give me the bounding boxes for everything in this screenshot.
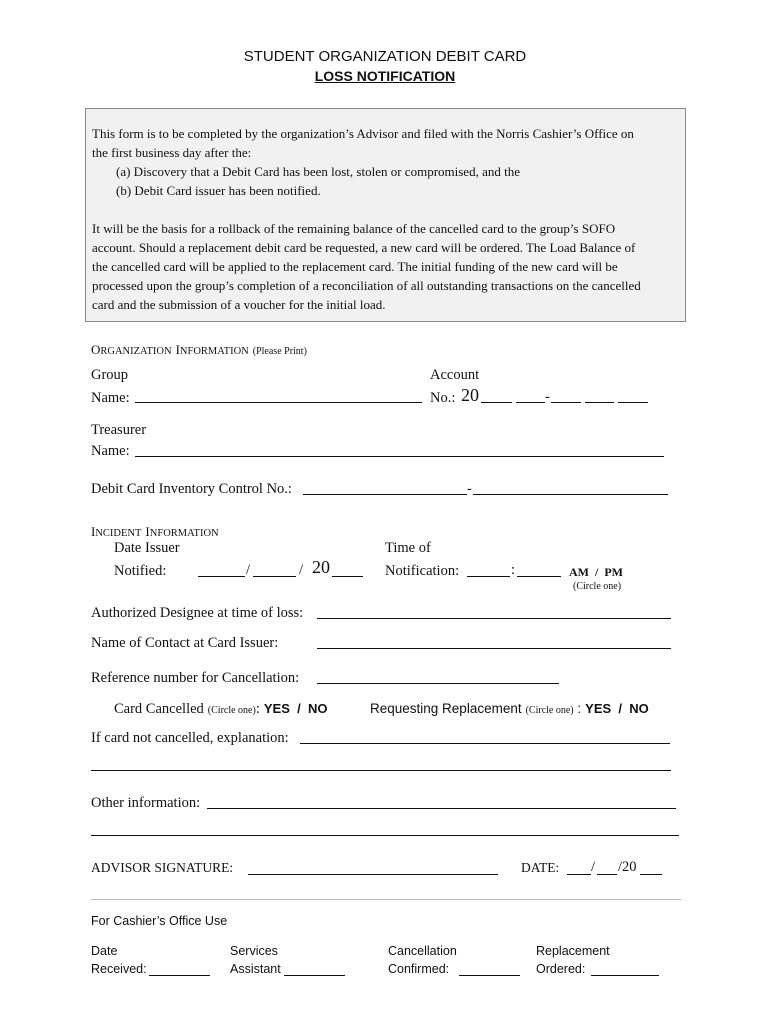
requesting-replacement-row: Requesting Replacement (Circle one) : YES / NO — [370, 701, 649, 716]
account-field-2[interactable] — [516, 402, 545, 403]
replacement-ordered-field[interactable] — [591, 975, 659, 976]
date-year-field[interactable] — [332, 576, 363, 577]
instructions-item-b: (b) Debit Card issuer has been notified. — [116, 183, 321, 198]
services-assistant-field[interactable] — [284, 975, 345, 976]
card-cancelled-row: Card Cancelled (Circle one): YES / NO — [114, 701, 328, 717]
instructions-line: the cancelled card will be applied to the replacement card. The initial funding of the new card will be — [92, 259, 618, 274]
contact-field[interactable] — [317, 648, 671, 649]
reference-label: Reference number for Cancellation: — [91, 670, 300, 686]
time-hour-field[interactable] — [467, 576, 510, 577]
account-prefix: 20 — [461, 385, 479, 405]
date-issuer-label-top: Date Issuer — [114, 540, 180, 556]
account-label: No.: — [430, 390, 456, 406]
am-pm-options[interactable]: AM / PM — [569, 565, 623, 579]
explanation-field[interactable] — [300, 743, 670, 744]
instructions-line: It will be the basis for a rollback of the remaining balance of the cancelled card to the group’s SOFO — [92, 221, 616, 236]
org-info-heading: ORGANIZATION INFORMATION (Please Print) — [91, 342, 307, 357]
services-label-top: Services — [230, 944, 278, 958]
inventory-field-1[interactable] — [303, 494, 467, 495]
signature-date-day[interactable] — [597, 874, 617, 875]
date-day-field[interactable] — [253, 576, 296, 577]
incident-info-heading: INCIDENT INFORMATION — [91, 524, 219, 539]
time-label-top: Time of — [385, 540, 431, 556]
date-received-label: Received: — [91, 962, 147, 976]
account-field-4[interactable] — [585, 402, 614, 403]
cancellation-confirmed-field[interactable] — [459, 975, 520, 976]
treasurer-label: Name: — [91, 443, 130, 459]
reference-field[interactable] — [317, 683, 559, 684]
designee-field[interactable] — [317, 618, 671, 619]
explanation-label: If card not cancelled, explanation: — [91, 730, 289, 746]
signature-date-label: DATE: — [521, 860, 560, 875]
signature-date-year-prefix: /20 — [618, 859, 637, 875]
date-sep: / — [299, 562, 304, 578]
explanation-field-line2[interactable] — [91, 770, 671, 771]
date-month-field[interactable] — [198, 576, 245, 577]
inventory-label: Debit Card Inventory Control No.: — [91, 481, 292, 497]
signature-date-sep: / — [591, 859, 596, 875]
inventory-field-2[interactable] — [473, 494, 668, 495]
inventory-dash: - — [467, 481, 472, 497]
other-info-label: Other information: — [91, 795, 201, 811]
instructions-line: account. Should a replacement debit card be requested, a new card will be ordered. The Load Balance of — [92, 240, 636, 255]
cashier-divider — [91, 899, 681, 900]
instructions-line: card and the submission of a voucher for the initial load. — [92, 297, 386, 312]
treasurer-name-field[interactable] — [135, 456, 664, 457]
account-field-5[interactable] — [618, 402, 648, 403]
instructions-line: processed upon the group’s completion of a reconciliation of all outstanding transactions on the cancelled — [92, 278, 641, 293]
account-field-1[interactable] — [481, 402, 512, 403]
date-sep: / — [246, 562, 251, 578]
cancellation-label-top: Cancellation — [388, 944, 457, 958]
card-cancelled-options[interactable]: YES / NO — [263, 701, 328, 716]
time-minute-field[interactable] — [517, 576, 561, 577]
other-info-field[interactable] — [207, 808, 676, 809]
form-subtitle: LOSS NOTIFICATION — [314, 68, 456, 84]
instructions-line: the first business day after the: — [92, 145, 252, 160]
group-label: Name: — [91, 390, 130, 406]
date-issuer-label: Notified: — [114, 563, 167, 579]
instructions-box — [85, 108, 686, 322]
signature-date-year[interactable] — [640, 874, 662, 875]
other-info-field-line2[interactable] — [91, 835, 679, 836]
cancellation-confirmed-label: Confirmed: — [388, 962, 450, 976]
account-label-top: Account — [430, 367, 480, 383]
account-field-3[interactable] — [551, 402, 581, 403]
cashier-heading: For Cashier’s Office Use — [91, 914, 228, 928]
date-received-label-top: Date — [91, 944, 118, 958]
account-dash: - — [545, 389, 550, 405]
replacement-ordered-label: Ordered: — [536, 962, 586, 976]
services-assistant-label: Assistant — [230, 962, 281, 976]
instructions-line: This form is to be completed by the organization’s Advisor and filed with the Norris Cashier’s Office on — [92, 126, 634, 141]
designee-label: Authorized Designee at time of loss: — [91, 605, 304, 621]
replacement-options[interactable]: YES / NO — [585, 701, 649, 716]
circle-one-note: (Circle one) — [573, 581, 622, 592]
advisor-signature-field[interactable] — [248, 874, 498, 875]
date-year-prefix: 20 — [312, 557, 330, 577]
contact-label: Name of Contact at Card Issuer: — [91, 635, 279, 651]
signature-date-month[interactable] — [567, 874, 591, 875]
group-label-top: Group — [91, 367, 129, 383]
time-sep: : — [511, 562, 516, 578]
treasurer-label-top: Treasurer — [91, 422, 147, 438]
advisor-signature-label: ADVISOR SIGNATURE: — [91, 860, 234, 875]
time-label: Notification: — [385, 563, 460, 579]
instructions-item-a: (a) Discovery that a Debit Card has been lost, stolen or compromised, and the — [116, 164, 520, 179]
group-name-field[interactable] — [135, 402, 422, 403]
replacement-label-top: Replacement — [536, 944, 610, 958]
date-received-field[interactable] — [149, 975, 210, 976]
form-title: STUDENT ORGANIZATION DEBIT CARD — [243, 48, 527, 65]
